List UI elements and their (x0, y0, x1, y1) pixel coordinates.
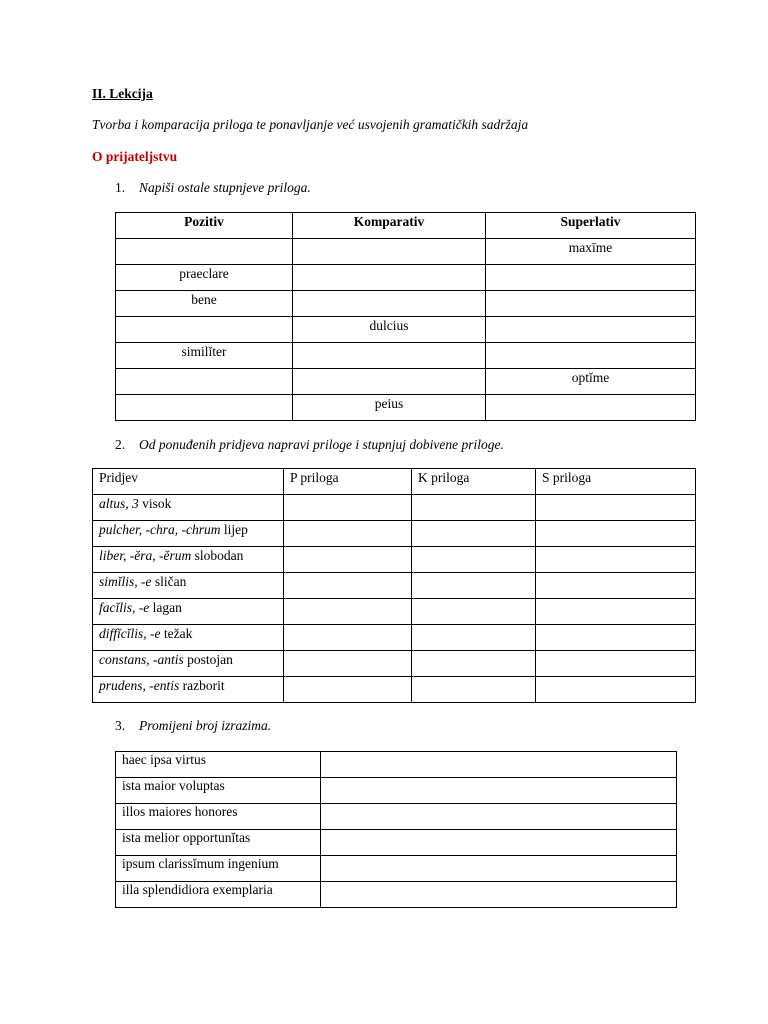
adjective-cell (93, 495, 284, 521)
given-form-cell: dulcius (293, 317, 486, 343)
adjective-cell (93, 599, 284, 625)
adjective-latin: altus, 3 (99, 496, 139, 511)
table-row (93, 677, 696, 703)
given-form-cell: peius (293, 395, 486, 421)
answer-cell[interactable] (321, 856, 677, 882)
answer-cell[interactable] (412, 677, 536, 703)
answer-cell[interactable] (486, 317, 696, 343)
adjective-to-adverb-table (92, 468, 696, 703)
given-form-cell: optĭme (486, 369, 696, 395)
answer-cell[interactable] (284, 547, 412, 573)
table-row (93, 547, 696, 573)
header-komparativ: Komparativ (293, 213, 486, 239)
adjective-latin: simĭlis, -e (99, 574, 152, 589)
given-form-cell: praeclare (116, 265, 293, 291)
answer-cell[interactable] (412, 625, 536, 651)
answer-cell[interactable] (321, 804, 677, 830)
table-row (116, 265, 696, 291)
adjective-meaning: lagan (149, 600, 182, 615)
change-number-table (115, 751, 677, 908)
table-row (116, 395, 696, 421)
answer-cell[interactable] (284, 521, 412, 547)
table-row (93, 521, 696, 547)
section-heading: O prijateljstvu (92, 149, 178, 164)
answer-cell[interactable] (536, 521, 696, 547)
adjective-cell (93, 677, 284, 703)
task-text: Promijeni broj izrazima. (139, 718, 272, 733)
answer-cell[interactable] (284, 651, 412, 677)
answer-cell[interactable] (321, 882, 677, 908)
table-row (93, 495, 696, 521)
table-row (93, 651, 696, 677)
answer-cell[interactable] (293, 265, 486, 291)
table-row (116, 343, 696, 369)
header-pozitiv: Pozitiv (116, 213, 293, 239)
task-number: 1. (115, 180, 126, 195)
answer-cell[interactable] (536, 495, 696, 521)
adjective-meaning: razborit (179, 678, 225, 693)
table-row (116, 830, 677, 856)
adjective-meaning: lijep (220, 522, 248, 537)
adjective-cell (93, 573, 284, 599)
answer-cell[interactable] (412, 599, 536, 625)
adjective-latin: pulcher, -chra, -chrum (99, 522, 221, 537)
adjective-latin: constans, -antis (99, 652, 184, 667)
adjective-cell (93, 547, 284, 573)
answer-cell[interactable] (536, 625, 696, 651)
table-header-row (93, 469, 696, 495)
adverb-degrees-table (115, 212, 696, 421)
expression-cell: haec ipsa virtus (116, 752, 321, 778)
answer-cell[interactable] (412, 521, 536, 547)
adjective-cell (93, 651, 284, 677)
adjective-latin: liber, -ĕra, -ĕrum (99, 548, 192, 563)
table-row (116, 317, 696, 343)
answer-cell[interactable] (116, 317, 293, 343)
adjective-meaning: postojan (183, 652, 233, 667)
given-form-cell: similĭter (116, 343, 293, 369)
answer-cell[interactable] (284, 573, 412, 599)
task-text: Od ponuđenih pridjeva napravi priloge i stupnjuj dobivene priloge. (139, 437, 504, 452)
table-row (116, 291, 696, 317)
answer-cell[interactable] (536, 677, 696, 703)
answer-cell[interactable] (293, 343, 486, 369)
answer-cell[interactable] (412, 573, 536, 599)
header-s-priloga: S priloga (536, 469, 696, 495)
table-header-row (116, 213, 696, 239)
header-p-priloga: P priloga (284, 469, 412, 495)
answer-cell[interactable] (486, 265, 696, 291)
answer-cell[interactable] (284, 625, 412, 651)
table-row (93, 573, 696, 599)
adjective-latin: prudens, -entis (99, 678, 180, 693)
answer-cell[interactable] (284, 599, 412, 625)
adjective-cell (93, 521, 284, 547)
expression-cell: ista melior opportunĭtas (116, 830, 321, 856)
answer-cell[interactable] (486, 291, 696, 317)
adjective-meaning: težak (160, 626, 193, 641)
answer-cell[interactable] (293, 369, 486, 395)
task-2-instruction (115, 437, 504, 453)
table-row (116, 239, 696, 265)
answer-cell[interactable] (412, 547, 536, 573)
table-row (116, 804, 677, 830)
adjective-meaning: slobodan (191, 548, 244, 563)
adjective-latin: diffĭcĭlis, -e (99, 626, 161, 641)
given-form-cell: maxīme (486, 239, 696, 265)
header-superlativ: Superlativ (486, 213, 696, 239)
expression-cell: illos maiores honores (116, 804, 321, 830)
header-pridjev: Pridjev (93, 469, 284, 495)
table-row (93, 599, 696, 625)
given-form-cell: bene (116, 291, 293, 317)
table-row (116, 882, 677, 908)
task-text: Napiši ostale stupnjeve priloga. (139, 180, 311, 195)
answer-cell[interactable] (321, 830, 677, 856)
answer-cell[interactable] (536, 651, 696, 677)
answer-cell[interactable] (486, 343, 696, 369)
answer-cell[interactable] (321, 778, 677, 804)
expression-cell: illa splendidiora exemplaria (116, 882, 321, 908)
answer-cell[interactable] (486, 395, 696, 421)
answer-cell[interactable] (116, 369, 293, 395)
answer-cell[interactable] (293, 239, 486, 265)
answer-cell[interactable] (536, 547, 696, 573)
answer-cell[interactable] (412, 495, 536, 521)
task-3-instruction (115, 718, 271, 734)
task-number: 3. (115, 718, 126, 733)
adjective-latin: facĭlis, -e (99, 600, 150, 615)
adjective-meaning: visok (138, 496, 172, 511)
table-row (116, 778, 677, 804)
answer-cell[interactable] (284, 677, 412, 703)
answer-cell[interactable] (536, 599, 696, 625)
answer-cell[interactable] (284, 495, 412, 521)
answer-cell[interactable] (412, 651, 536, 677)
expression-cell: ipsum clarissĭmum ingenium (116, 856, 321, 882)
answer-cell[interactable] (293, 291, 486, 317)
lesson-subtitle: Tvorba i komparacija priloga te ponavljanje već usvojenih gramatičkih sadržaja (92, 117, 529, 132)
table-row (116, 752, 677, 778)
answer-cell[interactable] (536, 573, 696, 599)
header-k-priloga: K priloga (412, 469, 536, 495)
adjective-cell (93, 625, 284, 651)
table-row (116, 369, 696, 395)
answer-cell[interactable] (321, 752, 677, 778)
task-number: 2. (115, 437, 126, 452)
task-1-instruction (115, 180, 311, 196)
adjective-meaning: sličan (151, 574, 187, 589)
answer-cell[interactable] (116, 239, 293, 265)
table-row (116, 856, 677, 882)
answer-cell[interactable] (116, 395, 293, 421)
lesson-title: II. Lekcija (92, 86, 153, 101)
expression-cell: ista maior voluptas (116, 778, 321, 804)
table-row (93, 625, 696, 651)
